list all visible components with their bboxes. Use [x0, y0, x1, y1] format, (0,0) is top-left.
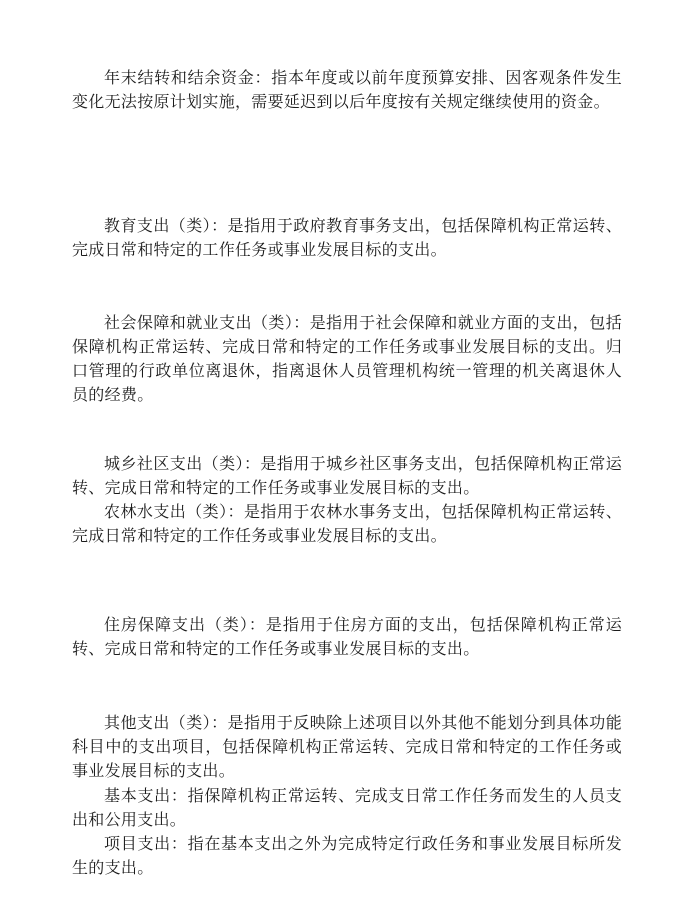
paragraph-agriculture-forestry-water-expenditure: 农林水支出（类）：是指用于农林水事务支出，包括保障机构正常运转、完成日常和特定的工作任务或事业发展目标的支出。: [72, 502, 622, 545]
paragraph-year-end-carryover: 年末结转和结余资金：指本年度或以前年度预算安排、因客观条件发生变化无法按原计划实施，需要延迟到以后年度按有关规定继续使用的资金。: [72, 68, 622, 111]
paragraph-social-security-expenditure: 社会保障和就业支出（类）：是指用于社会保障和就业方面的支出，包括保障机构正常运转、完成日常和特定的工作任务或事业发展目标的支出。归口管理的行政单位离退休，指离退休人员管理机构统一管理的机关离退休人员的经费。: [72, 313, 622, 404]
paragraph-education-expenditure: 教育支出（类）：是指用于政府教育事务支出，包括保障机构正常运转、完成日常和特定的工作任务或事业发展目标的支出。: [72, 216, 622, 259]
paragraph-other-expenditure: 其他支出（类）：是指用于反映除上述项目以外其他不能划分到具体功能科目中的支出项目，包括保障机构正常运转、完成日常和特定的工作任务或事业发展目标的支出。: [72, 713, 622, 780]
paragraph-housing-security-expenditure: 住房保障支出（类）：是指用于住房方面的支出，包括保障机构正常运转、完成日常和特定的工作任务或事业发展目标的支出。: [72, 615, 622, 658]
paragraph-basic-expenditure: 基本支出：指保障机构正常运转、完成支日常工作任务而发生的人员支出和公用支出。: [72, 786, 622, 829]
paragraph-urban-rural-community-expenditure: 城乡社区支出（类）：是指用于城乡社区事务支出，包括保障机构正常运转、完成日常和特定的工作任务或事业发展目标的支出。: [72, 454, 622, 497]
paragraph-project-expenditure: 项目支出：指在基本支出之外为完成特定行政任务和事业发展目标所发生的支出。: [72, 834, 622, 877]
